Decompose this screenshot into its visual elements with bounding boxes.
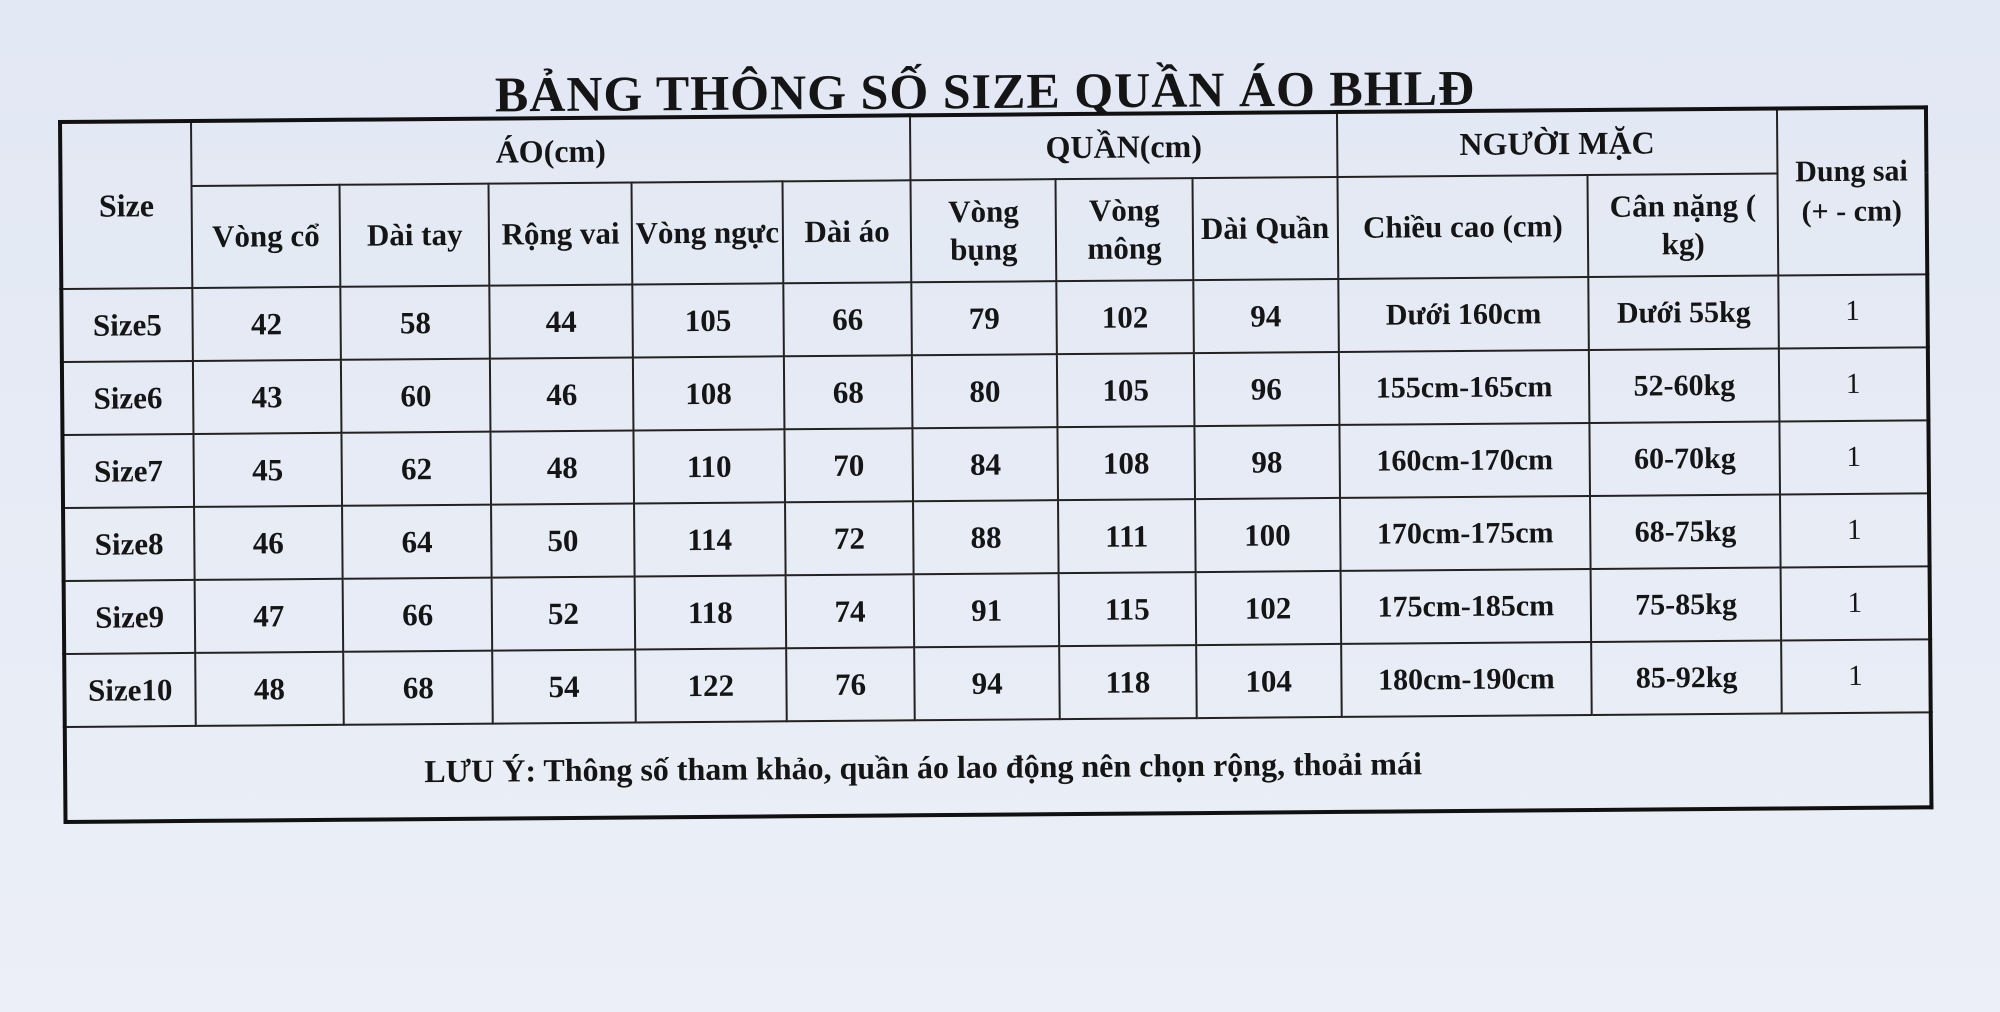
header-chieu-cao: Chiều cao (cm): [1337, 175, 1589, 279]
cell-size: Size8: [63, 507, 194, 581]
cell-vong-co: 42: [192, 287, 341, 361]
size-chart-sheet: [58, 105, 1933, 824]
cell-dai-tay: 58: [341, 286, 490, 360]
cell-dai-quan: 100: [1195, 498, 1340, 572]
cell-can-nang: 85-92kg: [1592, 640, 1782, 714]
cell-chieu-cao: 180cm-190cm: [1341, 642, 1592, 717]
cell-vong-nguc: 108: [633, 356, 784, 430]
cell-size: Size6: [62, 361, 193, 435]
cell-dung-sai: 1: [1781, 566, 1931, 640]
cell-dai-tay: 60: [341, 359, 490, 433]
header-dung-sai: Dung sai (+ - cm): [1777, 107, 1927, 275]
cell-dung-sai: 1: [1780, 493, 1930, 567]
cell-chieu-cao: 175cm-185cm: [1340, 569, 1591, 644]
header-dai-quan: Dài Quần: [1192, 177, 1338, 280]
header-rong-vai: Rộng vai: [489, 182, 633, 285]
cell-dai-ao: 68: [784, 355, 913, 429]
note-text: LƯU Ý: Thông số tham khảo, quần áo lao động nên chọn rộng, thoải mái: [65, 712, 1932, 822]
cell-vong-mong: 118: [1059, 645, 1196, 719]
cell-dung-sai: 1: [1779, 420, 1929, 494]
page-title: BẢNG THÔNG SỐ SIZE QUẦN ÁO BHLĐ: [494, 59, 1476, 123]
cell-vong-bung: 84: [913, 427, 1058, 501]
cell-vong-bung: 79: [912, 281, 1057, 355]
size-table: [58, 105, 1933, 824]
cell-can-nang: Dưới 55kg: [1589, 275, 1779, 349]
cell-rong-vai: 54: [492, 649, 635, 723]
header-vong-bung: Vòng bụng: [911, 179, 1057, 282]
cell-rong-vai: 50: [491, 503, 634, 577]
cell-vong-bung: 88: [913, 500, 1058, 574]
cell-vong-mong: 111: [1058, 499, 1195, 573]
cell-vong-co: 45: [193, 433, 342, 507]
cell-dai-quan: 98: [1194, 425, 1339, 499]
cell-vong-co: 48: [195, 652, 344, 726]
header-dai-tay: Dài tay: [340, 184, 490, 287]
header-dai-ao: Dài áo: [782, 180, 911, 283]
cell-vong-co: 47: [194, 579, 343, 653]
header-quan-group: QUẦN(cm): [910, 112, 1337, 180]
cell-size: Size10: [64, 653, 195, 727]
header-ao-group: ÁO(cm): [191, 115, 911, 186]
cell-vong-nguc: 122: [635, 648, 786, 722]
cell-chieu-cao: 160cm-170cm: [1339, 423, 1590, 498]
cell-size: Size7: [62, 434, 193, 508]
header-nguoi-mac-group: NGƯỜI MẶC: [1337, 108, 1778, 176]
cell-dai-tay: 62: [342, 432, 491, 506]
cell-dai-ao: 76: [786, 647, 915, 721]
cell-can-nang: 52-60kg: [1589, 348, 1779, 422]
header-vong-nguc: Vòng ngực: [631, 181, 783, 284]
cell-chieu-cao: Dưới 160cm: [1338, 277, 1589, 352]
cell-dai-tay: 64: [342, 505, 491, 579]
cell-chieu-cao: 170cm-175cm: [1340, 496, 1591, 571]
header-size: Size: [60, 121, 192, 289]
cell-dai-quan: 102: [1195, 571, 1340, 645]
cell-dai-ao: 66: [783, 282, 912, 356]
cell-can-nang: 60-70kg: [1590, 421, 1780, 495]
cell-size: Size5: [61, 288, 192, 362]
cell-can-nang: 75-85kg: [1591, 567, 1781, 641]
cell-vong-mong: 115: [1059, 572, 1196, 646]
cell-dai-quan: 104: [1196, 644, 1341, 718]
cell-vong-mong: 105: [1057, 353, 1194, 427]
cell-vong-nguc: 105: [632, 283, 783, 357]
header-vong-co: Vòng cổ: [191, 185, 341, 288]
cell-dai-quan: 96: [1194, 352, 1339, 426]
cell-vong-co: 46: [194, 506, 343, 580]
cell-vong-mong: 102: [1056, 280, 1193, 354]
cell-vong-bung: 91: [914, 573, 1059, 647]
cell-dai-tay: 68: [344, 651, 493, 725]
cell-rong-vai: 44: [490, 284, 633, 358]
cell-vong-mong: 108: [1058, 426, 1195, 500]
cell-rong-vai: 46: [490, 357, 633, 431]
cell-dung-sai: 1: [1778, 274, 1928, 348]
cell-can-nang: 68-75kg: [1590, 494, 1780, 568]
cell-dung-sai: 1: [1779, 347, 1929, 421]
cell-dai-ao: 72: [785, 501, 914, 575]
cell-dung-sai: 1: [1781, 639, 1931, 713]
cell-vong-nguc: 118: [635, 575, 786, 649]
header-can-nang: Cân nặng ( kg): [1588, 173, 1778, 276]
cell-dai-quan: 94: [1193, 279, 1338, 353]
cell-vong-nguc: 114: [634, 502, 785, 576]
cell-vong-bung: 80: [912, 354, 1057, 428]
cell-vong-bung: 94: [915, 646, 1060, 720]
cell-vong-nguc: 110: [633, 429, 784, 503]
header-vong-mong: Vòng mông: [1056, 178, 1193, 281]
cell-rong-vai: 52: [492, 576, 635, 650]
cell-dai-tay: 66: [343, 578, 492, 652]
cell-dai-ao: 74: [785, 574, 914, 648]
cell-vong-co: 43: [192, 360, 341, 434]
cell-rong-vai: 48: [491, 430, 634, 504]
cell-dai-ao: 70: [784, 428, 913, 502]
cell-size: Size9: [64, 580, 195, 654]
cell-chieu-cao: 155cm-165cm: [1338, 350, 1589, 425]
note-row: [65, 712, 1932, 822]
